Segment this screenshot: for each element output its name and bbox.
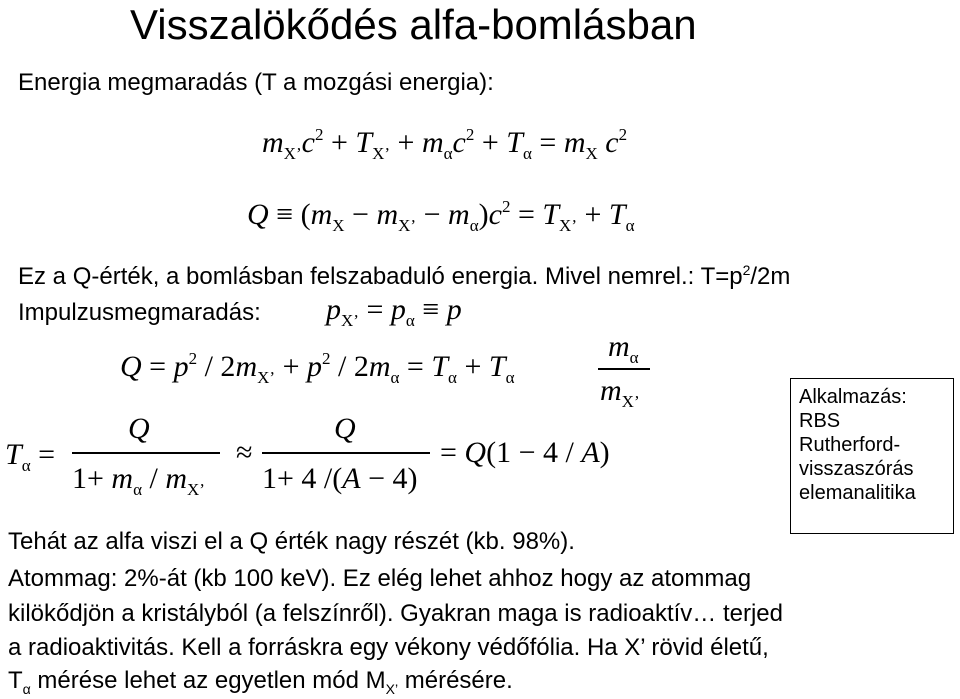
- box-line: Alkalmazás:: [799, 386, 907, 408]
- equation-q-momentum: $Q = p^2 / 2m_{X’} + p^2 / 2m_\alpha = T_\alpha + T_\alpha$: [120, 349, 515, 387]
- fraction-2-numerator: Q: [334, 412, 356, 445]
- fraction-line-mass-ratio: [598, 368, 650, 370]
- conclusion-line: Tehát az alfa viszi el a Q érték nagy részét (kb. 98%).: [8, 528, 575, 555]
- fraction-numerator-m-alpha: $m_\alpha$: [608, 330, 639, 367]
- box-line: visszaszórás: [799, 458, 914, 480]
- equation-t-alpha-result: = Q(1 − 4 / A): [440, 436, 610, 469]
- energy-conservation-heading: Energia megmaradás (T a mozgási energia):: [18, 69, 494, 96]
- paragraph-line: Atommag: 2%-át (kb 100 keV). Ez elég lehet ahhoz hogy az atommag: [8, 565, 752, 592]
- application-box: [790, 378, 954, 534]
- equation-q-value: $Q \equiv (m_X - m_{X’} - m_\alpha)c^2 = T_{X’} + T_\alpha$: [247, 197, 635, 235]
- page-title: Visszalökődés alfa-bomlásban: [130, 1, 697, 48]
- equation-momentum: $p_{X’} = p_\alpha \equiv p$: [326, 293, 462, 330]
- box-line: Rutherford-: [799, 434, 901, 456]
- fraction-1-line: [72, 452, 220, 454]
- paragraph-last-line: $T_\alpha$ mérése lehet az egyetlen mód $M_{X’}$ mérésére.: [8, 667, 513, 697]
- box-line: elemanalitika: [799, 482, 916, 504]
- box-line: RBS: [799, 410, 841, 432]
- equation-energy-conservation: $m_{X’}c^2 + T_{X’} + m_\alpha c^2 + T_\alpha = m_X$ $c^2$: [262, 125, 628, 163]
- paragraph-line: kilökődjön a kristályból (a felszínről). Gyakran maga is radioaktív… terjed: [8, 600, 783, 627]
- equation-t-alpha-lhs: $T_\alpha$ =: [5, 438, 56, 475]
- momentum-conservation-label: Impulzusmegmaradás:: [18, 299, 261, 326]
- fraction-1-numerator: Q: [128, 412, 150, 445]
- approx-sign: ≈: [236, 436, 253, 469]
- paragraph-line: a radioaktivitás. Kell a forráskra egy vékony védőfólia. Ha X’ rövid életű,: [8, 634, 769, 661]
- fraction-2-denominator: 1+ 4 /(A − 4): [262, 462, 418, 495]
- q-value-explanation: Ez a Q-érték, a bomlásban felszabaduló energia. Mivel nemrel.: $T=p^2/2m$: [18, 262, 791, 290]
- fraction-2-line: [262, 452, 430, 454]
- fraction-denominator-m-x: $m_{X’}$: [600, 374, 640, 411]
- fraction-1-denominator: $1+ m_\alpha / m_{X’}$: [72, 462, 205, 499]
